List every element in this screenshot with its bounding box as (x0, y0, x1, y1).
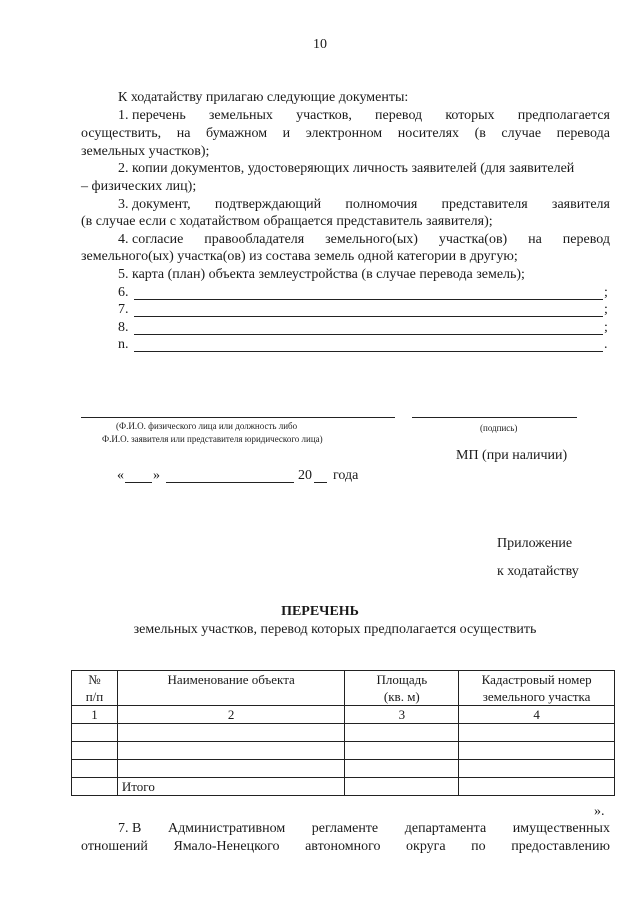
blank-item-end: . (604, 337, 608, 352)
name-signature-line (81, 417, 395, 418)
table-cell: 2 (117, 706, 345, 724)
blank-item-number: n. (118, 337, 129, 352)
table-cell: 4 (459, 706, 615, 724)
item-7-line-1: 7. В Административном регламенте департамента имущественных (118, 821, 610, 836)
item-2-line-2: – физических лиц); (81, 179, 197, 194)
item-1-line-2: осуществить, на бумажном и электронном носителях (в случае перевода (81, 126, 610, 141)
date-year-suffix: года (333, 468, 359, 483)
signature-line (412, 417, 577, 418)
table-cell (117, 760, 345, 778)
item-7-line-2: отношений Ямало-Ненецкого автономного округа по предоставлению (81, 839, 610, 854)
item-1-line-1: 1. перечень земельных участков, перевод которых предполагается (118, 108, 610, 123)
closing-quote: ». (594, 804, 605, 819)
intro-line: К ходатайству прилагаю следующие документы: (118, 90, 409, 105)
item-5-line: 5. карта (план) объекта землеустройства (в случае перевода земель); (118, 267, 525, 282)
table-cell (459, 760, 615, 778)
table-header-row (72, 671, 615, 706)
table-cell (459, 724, 615, 742)
table-cell (345, 778, 459, 796)
header-cell-number: № п/п (72, 671, 118, 706)
date-close-quote: » (153, 468, 160, 483)
table-cell (72, 742, 118, 760)
blank-item-line (134, 351, 603, 352)
table-cell (459, 742, 615, 760)
table-cell (117, 742, 345, 760)
table-cell (72, 778, 118, 796)
table-total-row (72, 778, 615, 796)
item-2-line-1: 2. копии документов, удостоверяющих личность заявителей (для заявителей (118, 161, 575, 176)
land-plots-table (71, 670, 615, 796)
header-cell-cadastral: Кадастровый номер земельного участка (459, 671, 615, 706)
table-cell: 1 (72, 706, 118, 724)
table-cell: 3 (345, 706, 459, 724)
page-number: 10 (313, 37, 327, 52)
date-year-prefix: 20 (298, 468, 312, 483)
table-cell (345, 760, 459, 778)
name-caption-line-1: (Ф.И.О. физического лица или должность либо (116, 421, 298, 431)
item-3-line-2: (в случае если с ходатайством обращается представитель заявителя); (81, 214, 493, 229)
blank-item-end: ; (604, 320, 608, 335)
blank-item-line (134, 334, 603, 335)
table-cell (72, 724, 118, 742)
blank-item-line (134, 299, 603, 300)
blank-item-number: 6. (118, 285, 129, 300)
date-month-line (166, 482, 294, 483)
total-label: Итого (117, 778, 345, 796)
table-number-row (72, 706, 615, 724)
table-cell (345, 724, 459, 742)
blank-item-number: 7. (118, 302, 129, 317)
date-year-line (314, 482, 327, 483)
header-cell-area: Площадь (кв. м) (345, 671, 459, 706)
table-row (72, 760, 615, 778)
blank-item-end: ; (604, 302, 608, 317)
table-cell (459, 778, 615, 796)
item-4-line-2: земельного(ых) участка(ов) из состава земель одной категории в другую; (81, 249, 518, 264)
blank-item-number: 8. (118, 320, 129, 335)
stamp-note: МП (при наличии) (456, 448, 568, 463)
appendix-target: к ходатайству (497, 564, 579, 579)
header-cell-name: Наименование объекта (117, 671, 345, 706)
list-title: ПЕРЕЧЕНЬ (281, 604, 359, 619)
appendix-label: Приложение (497, 536, 573, 551)
table-row (72, 724, 615, 742)
item-1-line-3: земельных участков); (81, 144, 210, 159)
item-4-line-1: 4. согласие правообладателя земельного(ых) участка(ов) на перевод (118, 232, 610, 247)
table-cell (345, 742, 459, 760)
table-cell (117, 724, 345, 742)
blank-item-line (134, 316, 603, 317)
item-3-line-1: 3. документ, подтверждающий полномочия представителя заявителя (118, 197, 610, 212)
list-subtitle: земельных участков, перевод которых предполагается осуществить (133, 622, 537, 637)
blank-item-end: ; (604, 285, 608, 300)
name-caption-line-2: Ф.И.О. заявителя или представителя юридического лица) (102, 434, 323, 444)
table-row (72, 742, 615, 760)
signature-caption: (подпись) (480, 423, 518, 433)
date-day-line (125, 482, 152, 483)
table-cell (72, 760, 118, 778)
date-open-quote: « (117, 468, 124, 483)
